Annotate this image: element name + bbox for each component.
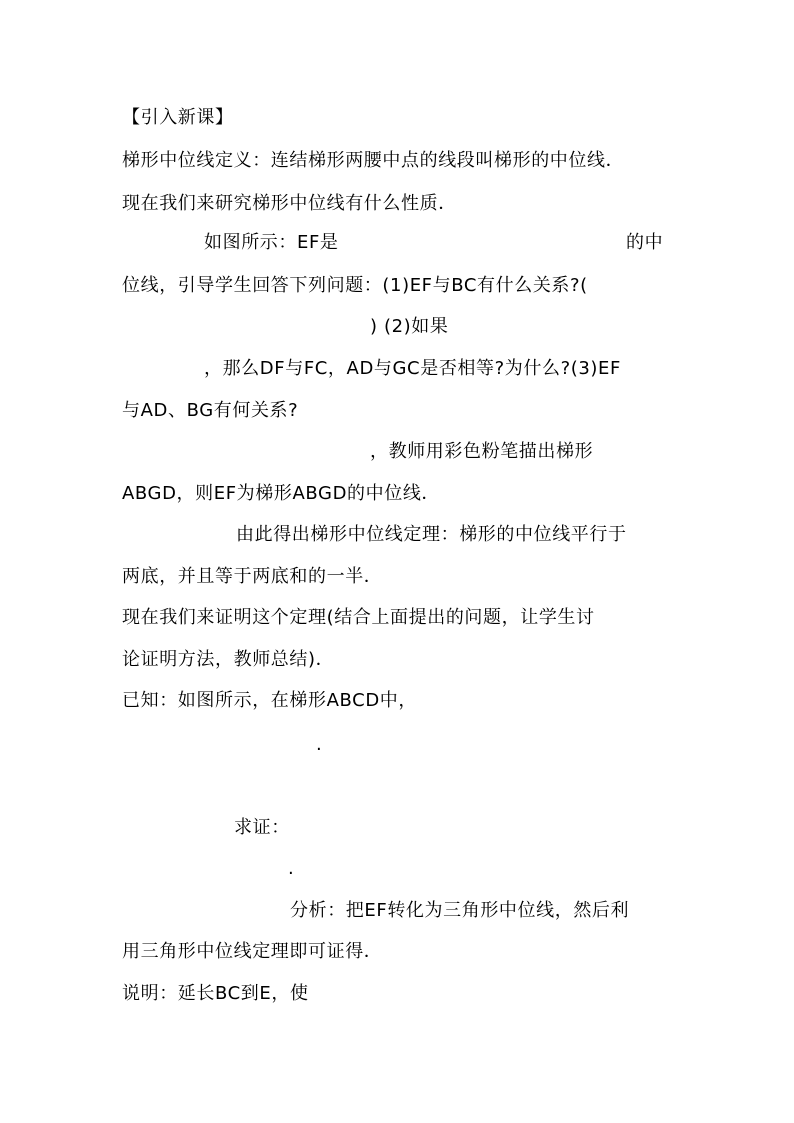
text-line: 位线，引导学生回答下列问题：(1)EF与BC有什么关系?( bbox=[122, 275, 588, 296]
analysis-line: 用三角形中位线定理即可证得． bbox=[122, 941, 383, 962]
prove-label: 求证： bbox=[234, 817, 290, 838]
definition-line: 梯形中位线定义：连结梯形两腰中点的线段叫梯形的中位线． bbox=[122, 150, 625, 171]
text-line: ，教师用彩色粉笔描出梯形 bbox=[370, 441, 594, 462]
analysis-line: 分析：把EF转化为三角形中位线，然后利 bbox=[290, 900, 630, 921]
text-line: ，那么DF与FC，AD与GC是否相等?为什么?(3)EF bbox=[204, 358, 621, 379]
text-line: ) (2)如果 bbox=[370, 316, 449, 337]
period-mark: . bbox=[288, 858, 295, 879]
text-line: 如图所示：EF是 bbox=[204, 232, 339, 253]
text-line: 论证明方法，教师总结)． bbox=[122, 649, 335, 670]
text-line: 的中 bbox=[626, 232, 664, 253]
text-line: 与AD、BG有何关系? bbox=[122, 400, 299, 421]
period-mark: . bbox=[316, 734, 323, 755]
text-line: 现在我们来证明这个定理(结合上面提出的问题，让学生讨 bbox=[122, 607, 595, 628]
text-line: 现在我们来研究梯形中位线有什么性质． bbox=[122, 193, 457, 214]
given-line: 已知：如图所示，在梯形ABCD中， bbox=[122, 690, 417, 711]
section-heading: 【引入新课】 bbox=[122, 107, 234, 128]
theorem-line: 两底，并且等于两底和的一半． bbox=[122, 566, 383, 587]
text-line: ABGD，则EF为梯形ABGD的中位线． bbox=[122, 483, 441, 504]
theorem-line: 由此得出梯形中位线定理：梯形的中位线平行于 bbox=[236, 524, 627, 545]
explanation-line: 说明：延长BC到E，使 bbox=[122, 983, 309, 1004]
